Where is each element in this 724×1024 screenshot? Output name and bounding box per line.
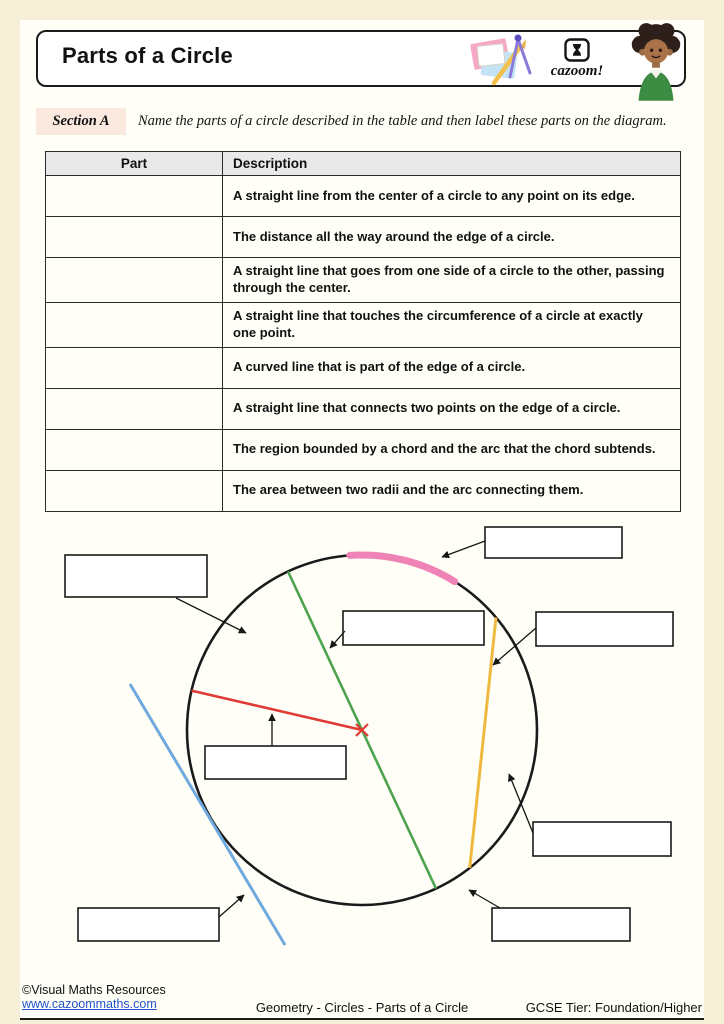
website-link[interactable]: www.cazoommaths.com [22,997,157,1011]
footer-left [22,983,166,1011]
part-answer-cell [46,217,223,258]
arrow-to-circumference [176,598,246,633]
part-answer-cell [46,470,223,511]
cazoom-logo-icon [564,38,590,62]
section-instruction: Name the parts of a circle described in the table and then label these parts on the diagram. [138,113,667,129]
tangent-line [130,684,285,945]
arrow-to-tangent [219,895,244,917]
description-cell: The distance all the way around the edge of a circle. [223,217,681,258]
chord-line [470,618,496,868]
cazoom-logo [545,38,609,80]
description-cell: The region bounded by a chord and the arc that the chord subtends. [223,429,681,470]
column-header-part: Part [46,152,223,176]
table-row [46,302,681,347]
description-cell: A straight line that touches the circumference of a circle at exactly one point. [223,302,681,347]
label-box-arc [485,527,622,558]
part-answer-cell [46,388,223,429]
description-cell: A straight line from the center of a circle to any point on its edge. [223,176,681,217]
label-box-diameter [343,611,484,645]
footer-topic-text: Geometry - Circles - Parts of a Circle [255,1000,469,1015]
description-cell: A straight line that goes from one side of a circle to the other, passing through the center. [223,258,681,303]
page-title: Parts of a Circle [62,43,233,68]
parts-table [45,151,681,512]
table-row [46,470,681,511]
part-answer-cell [46,258,223,303]
footer-tier-text: GCSE Tier: Foundation/Higher [525,1000,702,1015]
table-row [46,347,681,388]
circle-diagram [0,520,724,964]
table-header-row [46,152,681,176]
label-box-segment [533,822,671,856]
part-answer-cell [46,429,223,470]
label-box-circumference [65,555,207,597]
part-answer-cell [46,176,223,217]
label-box-radius [205,746,346,779]
arrow-to-chord [493,628,536,665]
arrow-to-arc [442,541,485,557]
arrow-to-sector [469,890,500,908]
white-paper-shape [477,44,505,67]
table-row [46,176,681,217]
table-row [46,429,681,470]
radius-line [192,691,363,730]
compass-hinge-icon [515,35,522,42]
cazoom-logo-text: cazoom! [550,63,604,79]
section-label: Section A [36,108,126,135]
label-box-sector [492,908,630,941]
table-row [46,217,681,258]
table-row [46,258,681,303]
column-header-description: Description [223,152,681,176]
stationery-icon [468,31,542,89]
part-answer-cell [46,347,223,388]
student-mascot-illustration [624,18,688,102]
description-cell: A curved line that is part of the edge of a circle. [223,347,681,388]
label-box-tangent [78,908,219,941]
description-cell: The area between two radii and the arc connecting them. [223,470,681,511]
arc-highlight [350,555,455,582]
label-box-chord [536,612,673,646]
part-answer-cell [46,302,223,347]
description-cell: A straight line that connects two points on the edge of a circle. [223,388,681,429]
copyright-text: ©Visual Maths Resources [22,983,166,997]
table-row [46,388,681,429]
